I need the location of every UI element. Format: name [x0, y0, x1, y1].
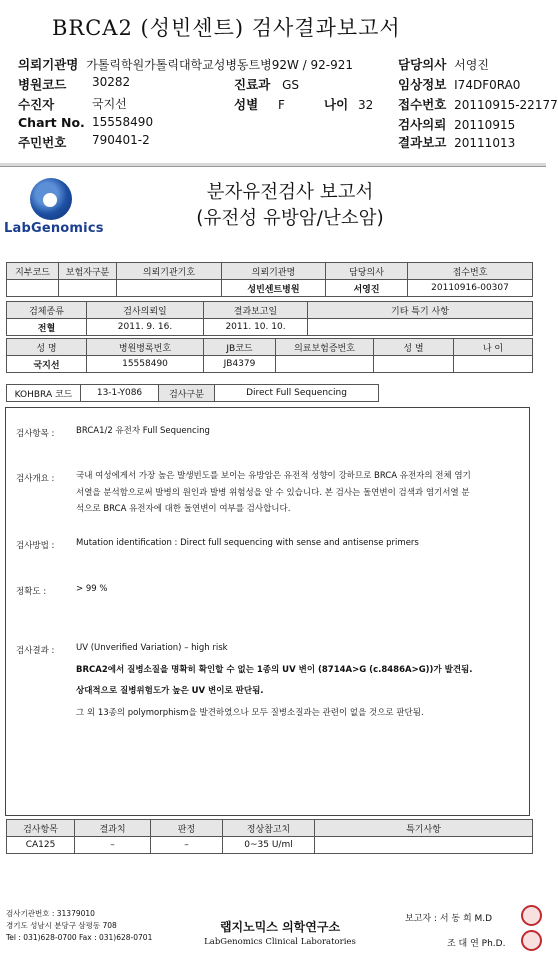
- td-notes: [315, 837, 533, 854]
- td-age: [454, 356, 533, 373]
- th-institution-code: 의뢰기관기호: [117, 263, 222, 280]
- td-specimen-type: 전혈: [7, 319, 87, 336]
- order-header: [0, 0, 558, 168]
- header-title: BRCA2 (성빈센트) 검사결과보고서: [52, 16, 401, 40]
- header-row-request-date: 검사의뢰 20110915: [398, 117, 516, 132]
- report-title: 분자유전검사 보고서: [206, 182, 374, 203]
- test-type-label: 검사구분: [159, 385, 215, 402]
- header-row-institution: 의뢰기관명 가톨릭학원가톨릭대학교성병동트병92W / 92-921: [18, 57, 354, 72]
- info-table-1: [6, 262, 533, 297]
- th-jb-code: JB코드: [204, 339, 276, 356]
- reporter-2: 조 대 연 Ph.D.: [447, 939, 506, 949]
- td-insurer-type: [59, 280, 117, 297]
- result-box: [5, 407, 530, 816]
- accuracy-text: > 99 %: [76, 584, 108, 594]
- td-report-date: 2011. 10. 10.: [204, 319, 308, 336]
- accuracy-label: 정확도 :: [16, 587, 47, 597]
- report-page: [0, 168, 546, 963]
- reporter-1: 보고자 : 서 동 희 M.D: [405, 914, 493, 924]
- result-text: UV (Unverified Variation) – high risk BRCA2에서 질병소질을 명확히 확인할 수 없는 1종의 UV 변이 (8714A>G (c.8486A>G))가 발견됨. 상대적으로 질병위험도가 높은 UV 변이로 판단됨. 그 외 13종의 polymorphism을 발견하였으나 모두 질병소질과는 관련이 없을 것으로 판단됨.: [76, 643, 473, 718]
- th-insurer-type: 보험자구분: [59, 263, 117, 280]
- th-judgement: 판정: [151, 820, 223, 837]
- th-branch-code: 지부코드: [7, 263, 59, 280]
- th-name: 성 명: [7, 339, 87, 356]
- overview-text: 국내 여성에게서 가장 높은 발생빈도를 보이는 유방암은 유전적 성향이 강하므로 BRCA 유전자의 전체 염기 서열을 분석함으로써 발병의 원인과 발병 위험성을 알 수 있습니다. 본 검사는 돌연변이 검색과 염기서열 분 석으로 BRCA 유전자에 대한 돌연변이 여부를 검사합니다.: [76, 471, 471, 514]
- header-row-chart-no: Chart No. 15558490: [18, 115, 154, 130]
- method-text: Mutation identification : Direct full sequencing with sense and antisense primers: [76, 538, 419, 548]
- header-row-report-date: 결과보고 20111013: [398, 135, 516, 150]
- th-sex: 성 별: [374, 339, 454, 356]
- marker-table: [6, 819, 533, 854]
- header-row-receipt-no: 접수번호 20110915-22177: [398, 97, 558, 112]
- method-label: 검사방법 :: [16, 541, 55, 551]
- info-table-2: [6, 301, 533, 336]
- th-chart-no: 병원병록번호: [87, 339, 204, 356]
- td-remarks: [308, 319, 533, 336]
- footer-address: 검사기관번호 : 31379010 경기도 성남시 분당구 삼평동 708 Tel : 031)628-0700 Fax : 031)628-0701: [6, 909, 153, 942]
- th-request-date: 검사의뢰일: [87, 302, 204, 319]
- th-insurance-no: 의료보험증번호: [276, 339, 374, 356]
- td-sex: [374, 356, 454, 373]
- footer-org: 랩지노믹스 의학연구소 LabGenomics Clinical Laboratories: [204, 920, 356, 947]
- info-table-3: [6, 338, 533, 373]
- td-insurance-no: [276, 356, 374, 373]
- th-report-date: 결과보고일: [204, 302, 308, 319]
- th-test-item: 검사항목: [7, 820, 75, 837]
- report-subtitle: (유전성 유방암/난소암): [196, 208, 384, 229]
- th-reference: 정상참고치: [223, 820, 315, 837]
- th-institution-name: 의뢰기관명: [222, 263, 326, 280]
- th-receipt-no: 접수번호: [408, 263, 533, 280]
- header-row-department: 진료과 GS: [234, 77, 299, 92]
- overview-label: 검사개요 :: [16, 474, 55, 484]
- header-row-patient: 수진자 국지선: [18, 97, 127, 112]
- seal-stamp-icon: [521, 930, 542, 951]
- kohbra-label: KOHBRA 코드: [7, 385, 81, 402]
- td-judgement: –: [151, 837, 223, 854]
- result-label: 검사결과 :: [16, 646, 55, 656]
- seal-stamp-icon: [521, 905, 542, 926]
- labgenomics-logo-icon: [30, 178, 72, 220]
- header-row-doctor: 담당의사 서영진: [398, 57, 489, 72]
- td-jb-code: JB4379: [204, 356, 276, 373]
- th-age: 나 이: [454, 339, 533, 356]
- th-doctor: 담당의사: [326, 263, 408, 280]
- header-row-resident-no: 주민번호 790401-2: [18, 133, 150, 150]
- page-separator: [0, 163, 546, 167]
- td-institution-name: 성빈센트병원: [222, 280, 326, 297]
- kohbra-table: [6, 384, 379, 402]
- logo-text: LabGenomics: [4, 221, 104, 236]
- th-specimen-type: 검체종류: [7, 302, 87, 319]
- th-result: 결과치: [75, 820, 151, 837]
- td-institution-code: [117, 280, 222, 297]
- th-notes: 특기사항: [315, 820, 533, 837]
- kohbra-code: 13-1-Y086: [81, 385, 159, 402]
- header-row-hospital-code: 병원코드 30282: [18, 75, 131, 92]
- td-receipt-no: 20110916-00307: [408, 280, 533, 297]
- td-test-item: CA125: [7, 837, 75, 854]
- header-row-age: 나이 32: [324, 97, 374, 112]
- td-reference: 0~35 U/ml: [223, 837, 315, 854]
- td-doctor: 서영진: [326, 280, 408, 297]
- td-request-date: 2011. 9. 16.: [87, 319, 204, 336]
- td-chart-no: 15558490: [87, 356, 204, 373]
- test-type-value: Direct Full Sequencing: [215, 385, 379, 402]
- td-branch-code: [7, 280, 59, 297]
- td-name: 국지선: [7, 356, 87, 373]
- td-result: –: [75, 837, 151, 854]
- th-remarks: 기타 특기 사항: [308, 302, 533, 319]
- header-row-sex: 성별 F: [234, 97, 285, 112]
- header-row-clinical-info: 임상정보 I74DF0RA0: [398, 77, 521, 92]
- test-item-text: BRCA1/2 유전자 Full Sequencing: [76, 426, 210, 436]
- test-item-label: 검사항목 :: [16, 429, 55, 439]
